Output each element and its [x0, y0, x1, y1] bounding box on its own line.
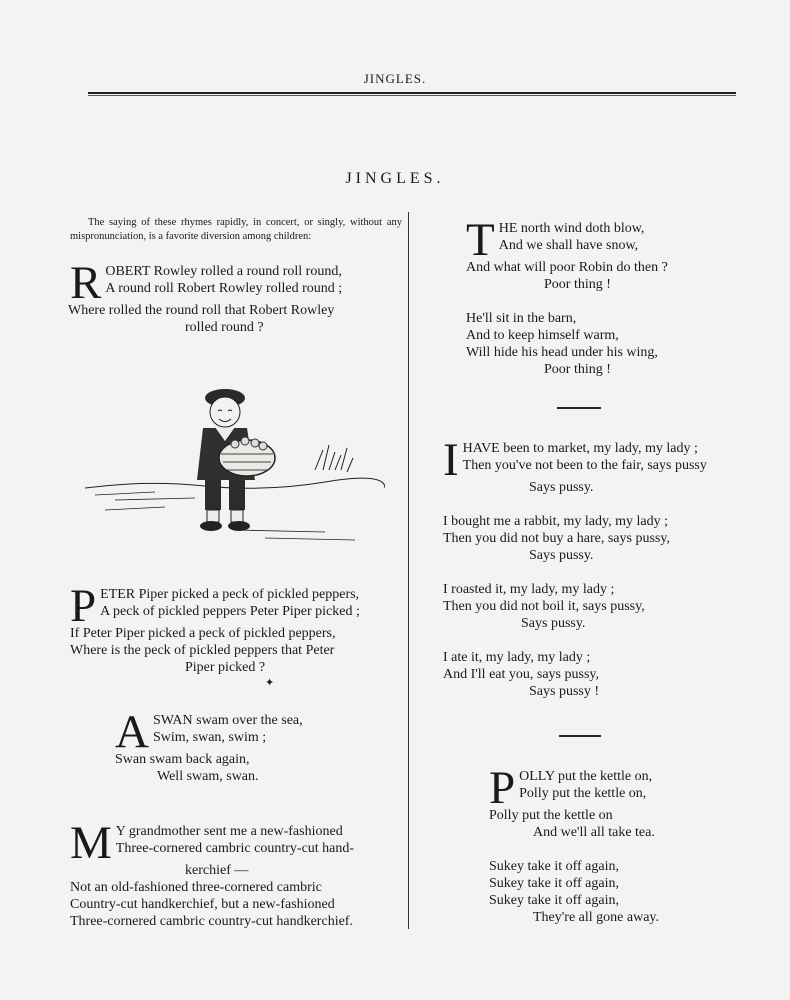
verse-line: OBERT Rowley rolled a round roll round, — [105, 264, 342, 279]
boy-with-basket-illustration — [85, 370, 385, 555]
verse-line: Then you did not boil it, says pussy, — [443, 599, 645, 614]
boy-figure — [197, 389, 275, 531]
verse-line: ETER Piper picked a peck of pickled peppers, — [100, 587, 360, 602]
intro-text: The saying of these rhymes rapidly, in concert, or singly, without any mispronunciation, is a favorite diversion among children: — [70, 217, 402, 242]
verse-line: A round roll Robert Rowley rolled round ; — [105, 281, 343, 296]
verse-line: Piper picked ? — [185, 660, 266, 675]
rhyme-north-wind — [466, 214, 766, 378]
verse-line: Sukey take it off again, — [489, 893, 619, 908]
verse-line: And we shall have snow, — [498, 238, 639, 253]
verse-line: And to keep himself warm, — [466, 328, 619, 343]
verse-line: And I'll eat you, says pussy, — [443, 667, 599, 682]
rhyme-market — [443, 434, 783, 700]
verse-line: Three-cornered cambric country-cut handkerchief. — [70, 914, 353, 929]
running-head: JINGLES. — [363, 71, 427, 86]
verse-line: Well swam, swan. — [157, 769, 259, 784]
ornament: ✦ — [265, 677, 275, 689]
verse-line: I ate it, my lady, my lady ; — [443, 650, 591, 665]
verse-line: Poor thing ! — [544, 362, 611, 377]
verse-line: Says pussy. — [521, 616, 586, 631]
drop-cap: M — [70, 817, 112, 869]
verse-line: OLLY put the kettle on, — [519, 769, 653, 784]
verse-line: rolled round ? — [185, 320, 264, 335]
verse-line: Where rolled the round roll that Robert Rowley — [68, 303, 335, 318]
verse-line: Says pussy. — [529, 548, 594, 563]
verse-line: Polly put the kettle on — [489, 808, 613, 823]
verse-line: I roasted it, my lady, my lady ; — [443, 582, 615, 597]
verse-line: They're all gone away. — [533, 910, 659, 925]
verse-line: Then you've not been to the fair, says pussy — [462, 458, 707, 473]
rhyme-polly — [489, 762, 779, 926]
verse-line: Swim, swan, swim ; — [152, 730, 267, 745]
drop-cap: T — [466, 214, 495, 266]
verse-line: Three-cornered cambric country-cut hand- — [115, 841, 355, 856]
intro-note — [70, 216, 402, 244]
verse-line: I bought me a rabbit, my lady, my lady ; — [443, 514, 668, 529]
verse-line: Says pussy ! — [529, 684, 600, 699]
verse-line: He'll sit in the barn, — [466, 311, 577, 326]
verse-line: Country-cut handkerchief, but a new-fashioned — [70, 897, 335, 912]
drop-cap: R — [70, 257, 102, 309]
rhyme-grandmother — [70, 817, 405, 930]
section-rule — [559, 735, 601, 737]
drop-cap: P — [70, 580, 97, 632]
verse-line: A peck of pickled peppers Peter Piper picked ; — [100, 604, 360, 619]
verse-line: Sukey take it off again, — [489, 859, 619, 874]
verse-line: Says pussy. — [529, 480, 594, 495]
drop-cap: A — [115, 706, 149, 758]
verse-line: Swan swam back again, — [115, 752, 250, 767]
verse-line: If Peter Piper picked a peck of pickled peppers, — [70, 626, 336, 641]
verse-line: And we'll all take tea. — [533, 825, 655, 840]
verse-line: HAVE been to market, my lady, my lady ; — [462, 441, 698, 456]
drop-cap: I — [443, 434, 459, 486]
header-rule — [88, 92, 736, 96]
verse-line: SWAN swam over the sea, — [152, 713, 303, 728]
verse-line: HE north wind doth blow, — [498, 221, 645, 236]
verse-line: Then you did not buy a hare, says pussy, — [443, 531, 670, 546]
section-rule — [557, 407, 601, 409]
verse-line: kerchief — — [185, 863, 249, 878]
verse-line: And what will poor Robin do then ? — [466, 260, 668, 275]
rhyme-peter-piper — [70, 580, 405, 676]
verse-line: Polly put the kettle on, — [519, 786, 647, 801]
verse-line: Poor thing ! — [544, 277, 611, 292]
rhyme-swan — [115, 706, 405, 785]
rhyme-robert-rowley — [68, 257, 405, 336]
drop-cap: P — [489, 762, 516, 814]
verse-line: Where is the peck of pickled peppers that Peter — [70, 643, 335, 658]
verse-line: Not an old-fashioned three-cornered cambric — [70, 880, 322, 895]
verse-line: Y grandmother sent me a new-fashioned — [115, 824, 343, 839]
page-title: JINGLES. — [345, 170, 445, 187]
verse-line: Will hide his head under his wing, — [466, 345, 658, 360]
verse-line: Sukey take it off again, — [489, 876, 619, 891]
column-divider — [408, 212, 409, 929]
